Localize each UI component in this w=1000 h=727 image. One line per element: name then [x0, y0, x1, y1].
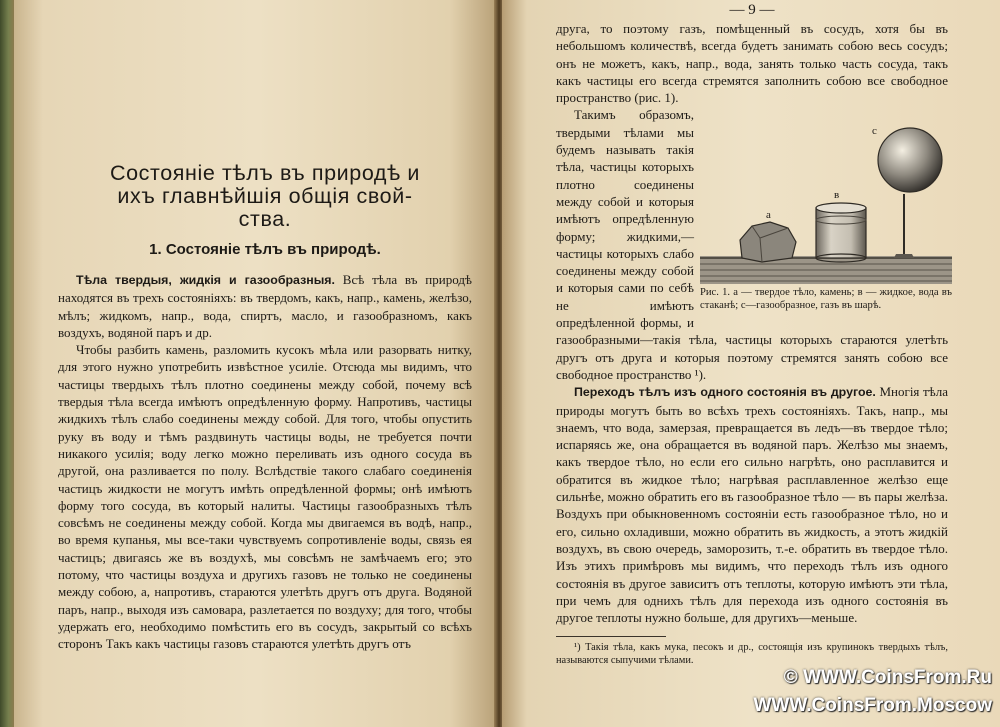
figure-area — [556, 106, 952, 383]
paragraph-text-2: Многiя тѣла природы могутъ быть во всѣхъ трехъ состоянiяхъ. Такъ, напр., мы знаемъ, что вода, замерзая, превращается въ ледъ—въ твердое тѣло; испаряясь же, она обращается въ водяной паръ. Желѣзо мы знаемъ, какъ твердое тѣло, но если его сильно нагрѣть, оно расплавится и обратится въ жидкое тѣло; нагрѣвая расплавленное желѣзо еще сильнѣе, можно обратить его въ газообразное тѣло — въ пары желѣза. Воздухъ при обыкновенномъ состоянiи есть газообразное тѣло, но и его, сильно охладивши, можно обратить въ жидкость, а этотъ жидкiй воздухъ, въ свою очередь, заморозить, т.-е. обратить въ твердое тѣло. Изъ этихъ примѣровъ мы видимъ, что переходъ тѣлъ изъ одного состоянiя въ другое зависитъ отъ теплоты, которую имѣютъ эти тѣла, при чемъ для однихъ тѣлъ для перехода изъ одного состоянiя въ другое теплоты нужно больше, для другихъ—меньше. — [556, 384, 948, 626]
stone-solid-body — [740, 222, 796, 262]
paragraph-definitions: Такимъ образомъ, твердыми тѣлами мы будемъ называть такiя тѣла, частицы которыхъ плотно соединены между собой и которыя имѣютъ опредѣленную форму; жидкими,— частицы которыхъ слабо соединены между собой и которыя сами по себѣ не имѣютъ опредѣленной формы, и газообразными—такiя тѣла, частицы которыхъ стараются улетѣть другъ отъ друга и которыя поэтому стремятся занять собою все свободное пространство ¹). — [556, 107, 948, 382]
book-binding — [0, 0, 14, 727]
page-number: — 9 — — [729, 2, 775, 18]
right-page — [502, 0, 1000, 727]
paragraph-text: Всѣ тѣла въ природѣ находятся въ трехъ состоянiяхъ: въ твердомъ, какъ, напр., камень, желѣзо, мѣлъ; жидкомъ, напр., вода, спиртъ, масло, и газообразномъ, какъ воздухъ, водяной паръ и др. — [58, 272, 472, 340]
glass-of-water — [816, 203, 866, 262]
figure-caption: Рис. 1. а — твердое тѣло, камень; в — жидкое, вода въ стаканѣ; с—газообразное, газъ въ шарѣ. — [700, 287, 952, 312]
paragraph-runin-heading: Тѣла твердыя, жидкiя и газообразныя. — [76, 273, 335, 287]
label-a: a — [766, 209, 771, 222]
watermark-line-1: © WWW.CoinsFrom.Ru — [783, 667, 992, 688]
table-surface — [700, 256, 952, 284]
label-c: с — [872, 125, 877, 138]
chapter-title — [58, 162, 472, 231]
label-b: в — [834, 189, 840, 202]
paragraph-runin-heading-2: Переходъ тѣлъ изъ одного состоянiя въ другое. — [574, 385, 876, 400]
section-title: 1. Состоянiе тѣлъ въ природѣ. — [149, 241, 381, 258]
watermark-line-2: WWW.CoinsFrom.Moscow — [753, 695, 992, 716]
chapter-title-line-2: ихъ главнѣйшiя общiя свой- — [117, 184, 413, 208]
paragraph-particles: Чтобы разбить камень, разломить кусокъ мѣла или разорвать нитку, для этого нужно употребить извѣстное усилiе. Отсюда мы видимъ, что частицы твердыхъ тѣлъ плотно соединены между собой, почему всѣ твердыя тѣла всегда имѣютъ опредѣленную форму. Напротивъ, частицы жидкихъ тѣлъ слабо соединены между собой. Для того, чтобы опустить руку въ воду и тѣмъ раздвинуть частицы воды, не требуется почти никакого усилiя; воду легко можно переливать изъ одного сосуда въ другой, она разливается по полу. Вслѣдствiе такого слабаго соединенiя частицъ жидкости не могутъ имѣть опредѣленной формы; онѣ имѣютъ форму того сосуда, въ который налиты. Частицы газообразныхъ тѣлъ совсѣмъ не соединены между собой. Когда мы двигаемся въ водѣ, напр., во время купанья, мы все-таки чувствуемъ сопротивленiе воды, связь ея частицъ; двигаясь же въ воздухѣ, мы совсѣмъ не замѣчаемъ его; это потому, что частицы воздуха и другихъ газовъ не только не соединены между собою, а, напротивъ, стараются улетѣть другъ отъ друга. Водяной паръ, напр., выходя изъ самовара, разлетается по воздуху; для того, чтобы удержать его, необходимо помѣстить его въ сосудъ, закрытый со всѣхъ сторонъ Такъ какъ частицы газовъ стараются улетѣть другъ отъ — [58, 342, 472, 652]
chapter-title-line-1: Состоянiе тѣлъ въ природѣ и — [109, 161, 421, 185]
paragraph-gas-continued: друга, то поэтому газъ, помѣщенный въ сосудъ, хотя бы въ небольшомъ количествѣ, всегда будетъ занимать собою весь сосудъ; онъ не можетъ, какъ, напр., вода, занять только часть сосуда, такъ какъ частицы его всегда стремятся заполнить собою все свободное пространство (рис. 1). — [556, 21, 948, 106]
paragraph-states-of-matter — [58, 271, 472, 341]
gas-sphere — [878, 128, 942, 258]
chapter-title-line-3: ства. — [238, 207, 292, 231]
figure-illustration — [700, 108, 952, 284]
footnote: ¹) Такiя тѣла, какъ мука, песокъ и др., состоящiя изъ крупинокъ твердыхъ тѣлъ, называются сыпучими тѣлами. — [556, 642, 948, 667]
left-page — [14, 0, 498, 727]
footnote-divider — [556, 636, 666, 637]
figure-1 — [700, 108, 952, 312]
paragraph-transitions — [556, 383, 948, 626]
